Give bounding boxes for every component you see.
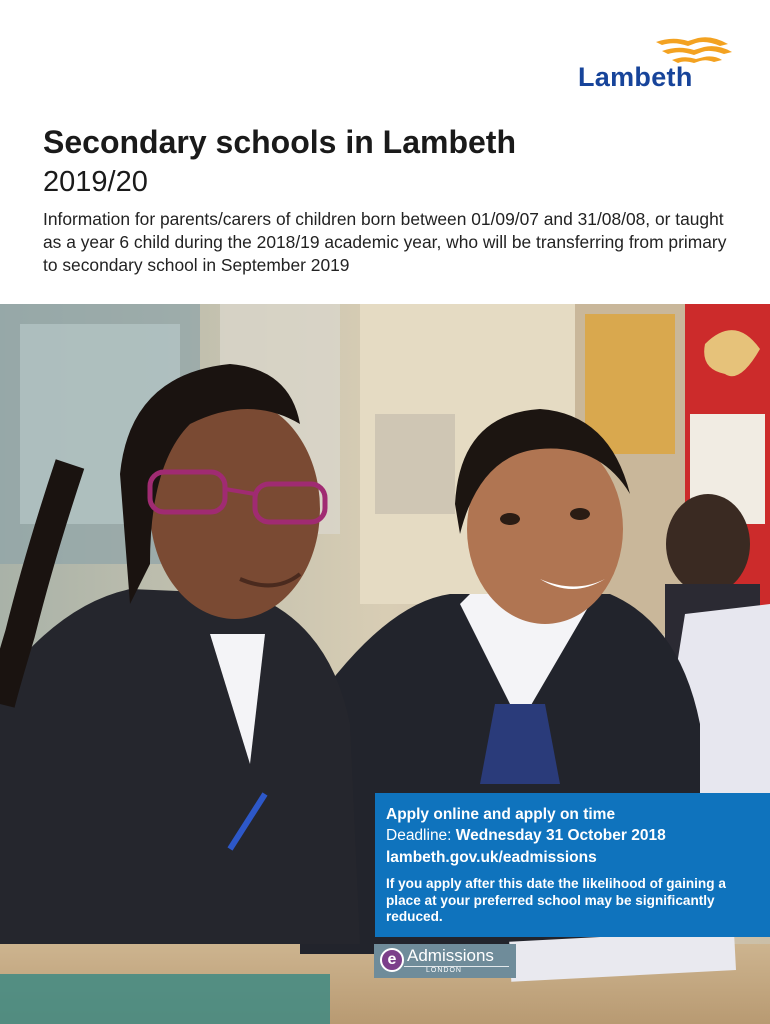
lambeth-logo bbox=[578, 36, 738, 92]
eadmissions-subtitle: LONDON bbox=[426, 967, 462, 974]
eadmissions-logo bbox=[374, 944, 516, 978]
page-title: Secondary schools in Lambeth bbox=[43, 124, 516, 160]
document-header bbox=[43, 122, 733, 277]
deadline bbox=[386, 825, 760, 847]
academic-year: 2019/20 bbox=[43, 166, 148, 198]
eadmissions-e-icon: e bbox=[380, 948, 404, 972]
deadline-date: Wednesday 31 October 2018 bbox=[455, 827, 666, 844]
eadmissions-wordmark: Admissions bbox=[407, 946, 494, 965]
late-application-warning: If you apply after this date the likelihood of gaining a place at your preferred school may be significantly reduced. bbox=[386, 876, 726, 924]
apply-online-callout bbox=[375, 793, 770, 937]
eadmissions-link[interactable]: lambeth.gov.uk/eadmissions bbox=[386, 849, 597, 866]
lambeth-flag-icon bbox=[654, 36, 734, 64]
lambeth-wordmark: Lambeth bbox=[578, 62, 693, 92]
intro-paragraph: Information for parents/carers of children born between 01/09/07 and 31/08/08, or taught as a year 6 child during the 2018/19 academic year, who will be transferring from primary to secondary school in September 2019 bbox=[43, 209, 727, 275]
deadline-label: Deadline: bbox=[386, 827, 456, 844]
apply-title: Apply online and apply on time bbox=[386, 806, 616, 823]
